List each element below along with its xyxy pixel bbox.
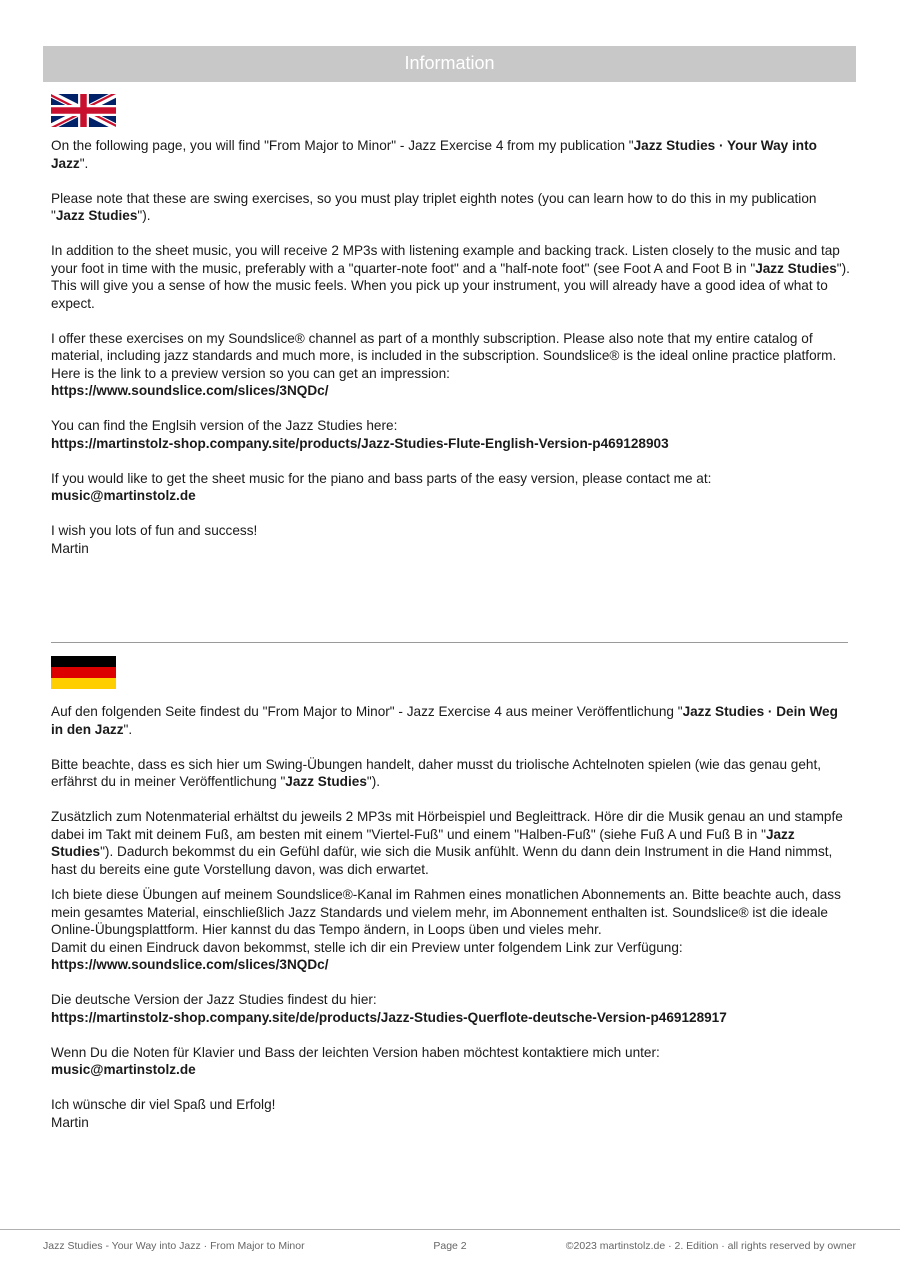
- info-header-bar: [43, 46, 856, 82]
- footer-divider: [0, 1229, 900, 1230]
- english-contact-info: If you would like to get the sheet music for the piano and bass parts of the easy version, please contact me at: music@martinstolz.de: [51, 470, 712, 503]
- soundslice-link-de[interactable]: https://www.soundslice.com/slices/3NQDc/: [51, 957, 329, 972]
- english-version-info: You can find the Englsih version of the Jazz Studies here: https://martinstolz-shop.company.site/products/Jazz-Studies-Flute-English-Version-p469128903: [51, 418, 669, 451]
- signature-de: Martin: [51, 1114, 89, 1130]
- english-swing-note: Please note that these are swing exercises, so you must play triplet eighth notes (you can learn how to do this in my publication "Jazz Studies").: [51, 190, 817, 223]
- signature: Martin: [51, 540, 89, 556]
- english-section: [51, 137, 851, 575]
- footer-title: Jazz Studies - Your Way into Jazz · From Major to Minor: [43, 1240, 305, 1252]
- section-divider: [51, 642, 848, 643]
- english-intro: On the following page, you will find "From Major to Minor" - Jazz Exercise 4 from my publication "Jazz Studies · Your Way into Jazz".: [51, 138, 817, 171]
- shop-link-german[interactable]: https://martinstolz-shop.company.site/de/products/Jazz-Studies-Querflote-deutsche-Version-p469128917: [51, 1009, 727, 1025]
- german-flag-icon: [51, 656, 116, 689]
- english-soundslice-info: I offer these exercises on my Soundslice® channel as part of a monthly subscription. Please also note that my entire catalog of material, including jazz standards and much more, is included in the subscription. Soundslice® is the ideal online practice platform. Here is the link to a preview version so you can get an impression: https://www.soundslice.com/slices/3NQDc/: [51, 330, 837, 398]
- german-section: [51, 703, 851, 1149]
- german-swing-note: Bitte beachte, dass es sich hier um Swing-Übungen handelt, daher musst du triolische Achtelnoten spielen (wie das genau geht, erfährst du in meiner Veröffentlichung "Jazz Studies").: [51, 756, 822, 789]
- german-version-info: Die deutsche Version der Jazz Studies findest du hier: https://martinstolz-shop.company.site/de/products/Jazz-Studies-Querflote-deutsche-Version-p469128917: [51, 992, 727, 1025]
- email-link[interactable]: music@martinstolz.de: [51, 488, 196, 503]
- german-contact-info: Wenn Du die Noten für Klavier und Bass der leichten Version haben möchtest kontaktiere mich unter: music@martinstolz.de: [51, 1044, 660, 1077]
- page-number: Page 2: [433, 1240, 467, 1252]
- email-link-de[interactable]: music@martinstolz.de: [51, 1062, 196, 1077]
- german-mp3-info: Zusätzlich zum Notenmaterial erhältst du jeweils 2 MP3s mit Hörbeispiel und Begleittrack. Höre dir die Musik genau an und stampfe dabei im Takt mit deinem Fuß, am besten mit einem "Viertel-Fuß" und einem "Halben-Fuß" (siehe Fuß A und Fuß B in "Jazz Studies"). Dadurch bekommst du ein Gefühl dafür, wie sich die Musik anfühlt. Wenn du dann dein Instrument in die Hand nimmst, hast du bereits eine gute Vorstellung davon, was dich erwartet.: [51, 809, 843, 877]
- english-mp3-info: In addition to the sheet music, you will receive 2 MP3s with listening example and backing track. Listen closely to the music and tap your foot in time with the music, preferably with a "quarter-note foot" and a "half-note foot" (see Foot A and Foot B in "Jazz Studies"). This will give you a sense of how the music feels. When you pick up your instrument, you will already have a good idea of what to expect.: [51, 243, 850, 311]
- uk-flag-icon: [51, 94, 116, 127]
- page-title: Information: [404, 53, 495, 74]
- english-closing: I wish you lots of fun and success! Martin: [51, 523, 258, 556]
- shop-link-english[interactable]: https://martinstolz-shop.company.site/products/Jazz-Studies-Flute-English-Version-p469128903: [51, 435, 669, 451]
- footer-copyright: ©2023 martinstolz.de · 2. Edition · all rights reserved by owner: [565, 1240, 856, 1252]
- german-soundslice-info: Ich biete diese Übungen auf meinem Soundslice®-Kanal im Rahmen eines monatlichen Abonnements an. Bitte beachte auch, dass mein gesamtes Material, einschließlich Jazz Standards und vielem mehr, im Abonnement enthalten ist. Soundslice® ist die ideale Online-Übungsplattform. Hier kannst du das Tempo ändern, in Loops üben und vieles mehr. Damit du einen Eindruck davon bekommst, stelle ich dir ein Preview unter folgendem Link zur Verfügung: https://www.soundslice.com/slices/3NQDc/: [51, 887, 841, 972]
- german-closing: Ich wünsche dir viel Spaß und Erfolg! Martin: [51, 1097, 276, 1130]
- soundslice-link[interactable]: https://www.soundslice.com/slices/3NQDc/: [51, 383, 329, 398]
- german-intro: Auf den folgenden Seite findest du "From Major to Minor" - Jazz Exercise 4 aus meiner Veröffentlichung "Jazz Studies · Dein Weg in den Jazz".: [51, 704, 838, 737]
